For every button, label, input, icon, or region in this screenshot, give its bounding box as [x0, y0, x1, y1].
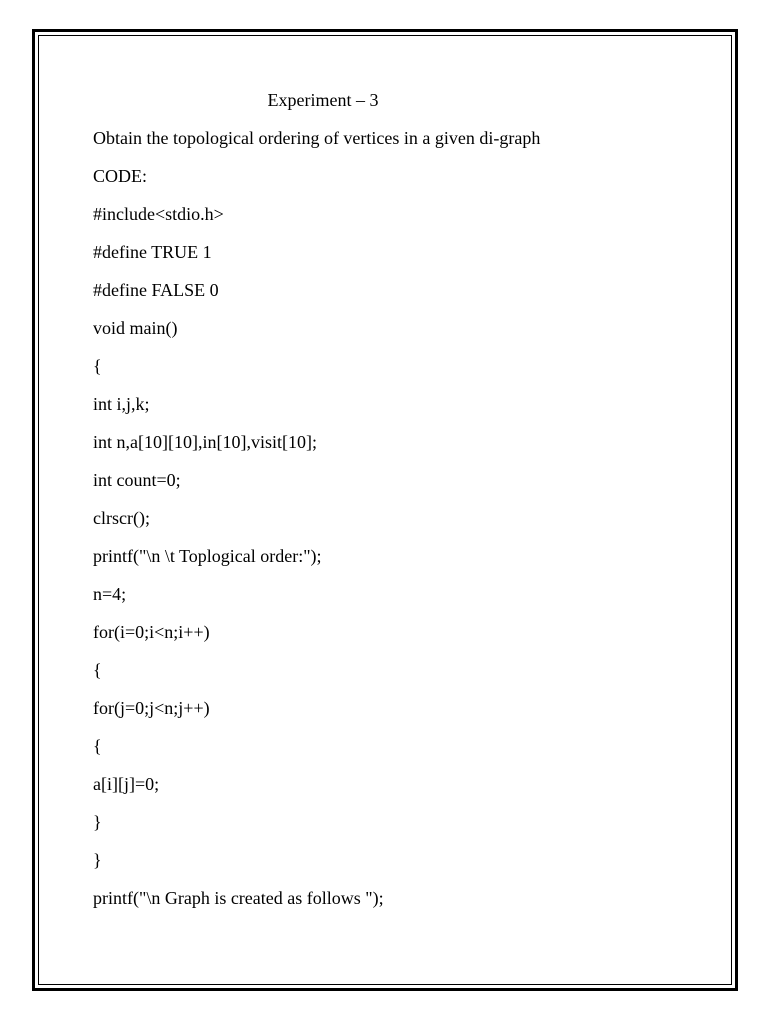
code-line: } [93, 850, 102, 870]
code-line: int i,j,k; [93, 394, 150, 414]
code-line: void main() [93, 318, 178, 338]
experiment-description: Obtain the topological ordering of vertices in a given di-graph [93, 128, 541, 148]
code-line: { [93, 736, 102, 756]
code-line: a[i][j]=0; [93, 774, 160, 794]
code-line: printf("\n Graph is created as follows "); [93, 888, 384, 908]
code-label: CODE: [93, 166, 147, 186]
code-line: #define FALSE 0 [93, 280, 219, 300]
code-line: { [93, 660, 102, 680]
code-line: int n,a[10][10],in[10],visit[10]; [93, 432, 317, 452]
code-line: for(j=0;j<n;j++) [93, 698, 210, 718]
code-line: clrscr(); [93, 508, 150, 528]
page-title: Experiment – 3 [267, 90, 379, 110]
code-line: n=4; [93, 584, 127, 604]
code-line: for(i=0;i<n;i++) [93, 622, 210, 642]
code-line: printf("\n \t Toplogical order:"); [93, 546, 322, 566]
code-line: #define TRUE 1 [93, 242, 212, 262]
code-line: #include<stdio.h> [93, 204, 224, 224]
code-line: int count=0; [93, 470, 181, 490]
code-line: { [93, 356, 102, 376]
document-content [93, 86, 693, 922]
code-line: } [93, 812, 102, 832]
title-row [93, 86, 693, 124]
